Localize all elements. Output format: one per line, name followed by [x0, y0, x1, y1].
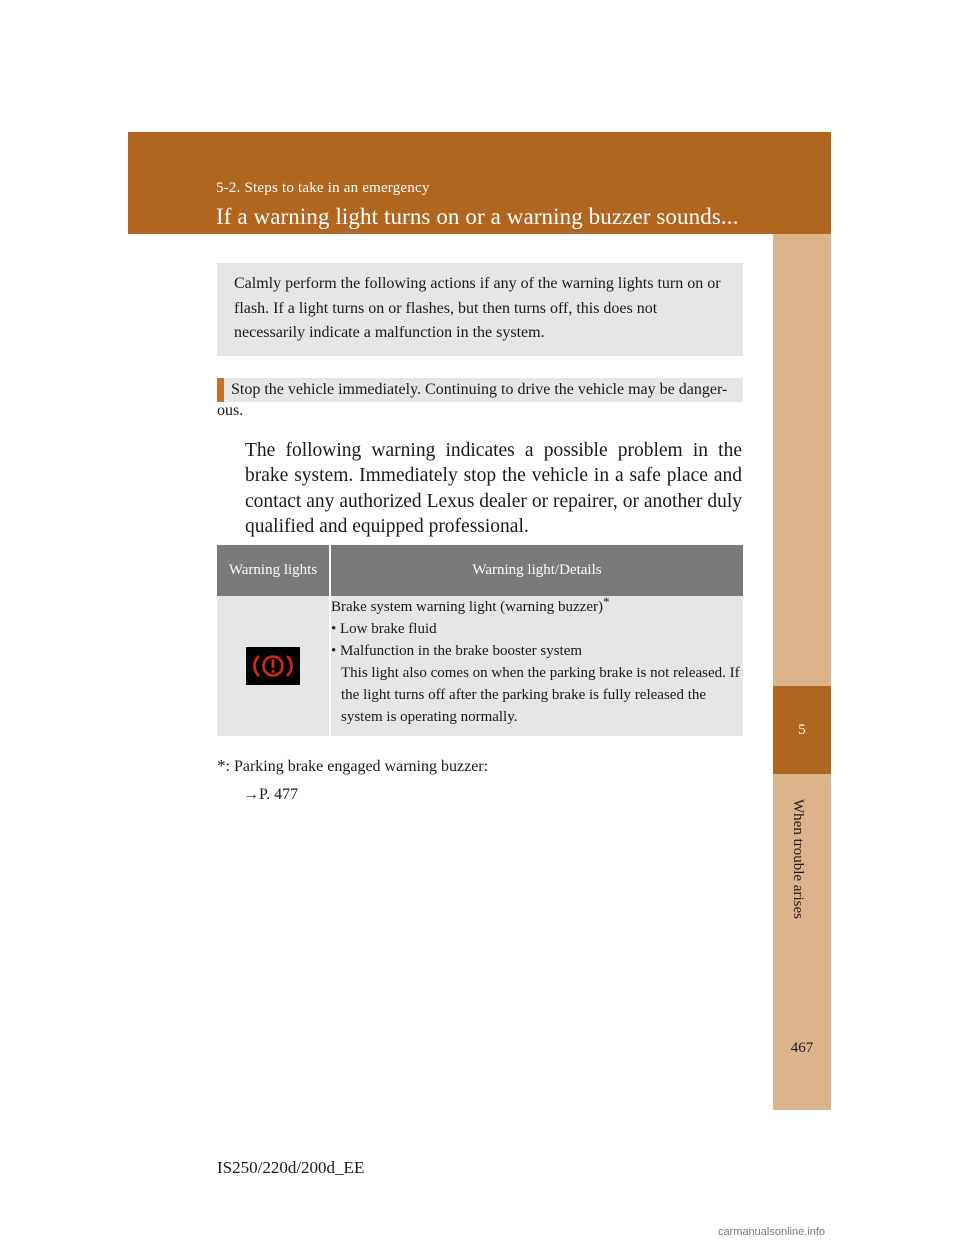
chapter-title: When trouble arises [790, 799, 806, 919]
warning-light-cell [217, 596, 330, 736]
page-number: 467 [790, 1040, 814, 1056]
body-paragraph: The following warning indicates a possible problem in the brake system. Immediately stop the vehicle in a safe place and contact any authorized Lexus dealer or repairer, or another duly qualified and equipped professional. [245, 440, 742, 537]
caution-text: Stop the vehicle immediately. Continuing to drive the vehicle may be danger- [231, 381, 728, 398]
detail-title: Brake system warning light (warning buzzer) [331, 599, 603, 615]
warning-details-cell [330, 596, 743, 736]
detail-note: This light also comes on when the parking brake is not released. If the light turns off after the parking brake is fully released the system is operating normally. [341, 665, 740, 725]
chapter-side-tab [773, 234, 831, 1110]
model-code: IS250/220d/200d_EE [217, 1158, 365, 1177]
header-warning-lights: Warning lights [217, 545, 330, 596]
footnote [217, 756, 488, 777]
footnote-star: * [217, 756, 226, 775]
detail-title-line [331, 596, 743, 618]
warning-table [217, 545, 743, 736]
section-label: 5-2. Steps to take in an emergency [216, 180, 430, 196]
header-details: Warning light/Details [330, 545, 743, 596]
brake-warning-icon [246, 647, 300, 685]
chapter-number: 5 [773, 686, 831, 774]
detail-bullet: • Low brake fluid [331, 621, 437, 637]
caution-bar [217, 378, 743, 402]
chapter-header [128, 132, 831, 234]
intro-box: Calmly perform the following actions if any of the warning lights turn on or flash. If a light turns on or flashes, but then turns off, this does not necessarily indicate a malfunction in the system. [217, 263, 743, 356]
watermark: carmanualsonline.info [718, 1226, 826, 1238]
table-header-row [217, 545, 743, 596]
caution-text-continued: ous. [217, 402, 244, 419]
detail-bullet: • Malfunction in the brake booster system [331, 643, 583, 659]
page-reference-link[interactable]: →P. 477 [243, 786, 299, 803]
table-row [217, 596, 743, 736]
footnote-mark: * [603, 594, 610, 609]
page-title: If a warning light turns on or a warning buzzer sounds... [216, 204, 739, 229]
footnote-text: : Parking brake engaged warning buzzer: [225, 758, 489, 775]
